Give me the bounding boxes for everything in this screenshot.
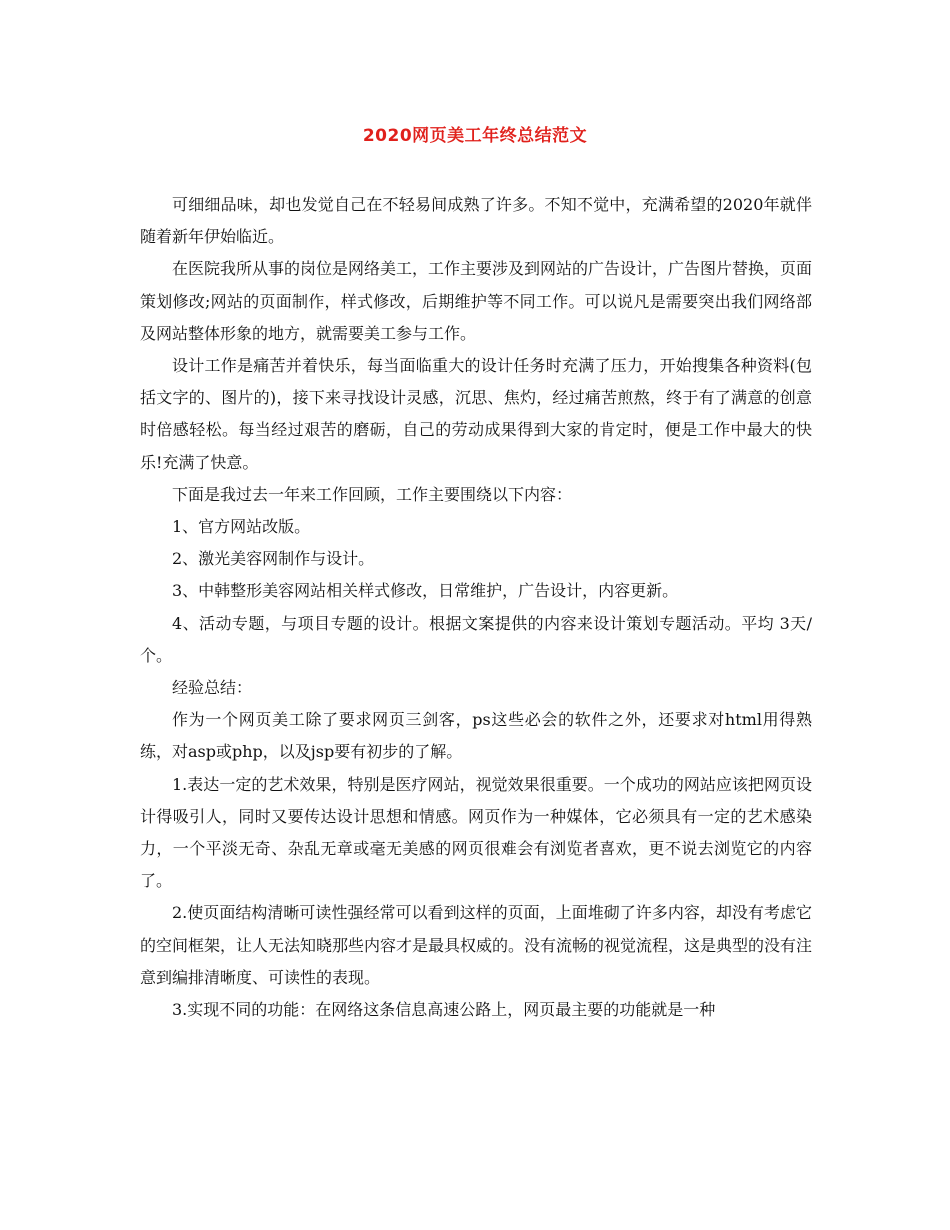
paragraph: 在医院我所从事的岗位是网络美工，工作主要涉及到网站的广告设计，广告图片替换，页面策划修改;网站的页面制作，样式修改，后期维护等不同工作。可以说凡是需要突出我们网络部及网站整体形象的地方，就需要美工参与工作。 — [140, 259, 813, 343]
paragraph: 3.实现不同的功能：在网络这条信息高速公路上，网页最主要的功能就是一种 — [172, 1000, 716, 1020]
paragraph: 2.使页面结构清晰可读性强经常可以看到这样的页面，上面堆砌了许多内容，却没有考虑它的空间框架，让人无法知晓那些内容才是最具权威的。没有流畅的视觉流程，这是典型的没有注意到编排清晰度、可读性的表现。 — [140, 903, 813, 987]
list-item: 3、中韩整形美容网站相关样式修改，日常维护，广告设计，内容更新。 — [172, 581, 679, 601]
list-item: 1、官方网站改版。 — [172, 517, 311, 537]
paragraph: 作为一个网页美工除了要求网页三剑客，ps这些必会的软件之外，还要求对html用得熟练，对asp或php，以及jsp要有初步的了解。 — [140, 710, 812, 762]
section-heading: 经验总结： — [172, 678, 253, 698]
document-body — [140, 189, 812, 1026]
list-item: 4、活动专题，与项目专题的设计。根据文案提供的内容来设计策划专题活动。平均 3天/个。 — [140, 613, 812, 665]
paragraph: 下面是我过去一年来工作回顾，工作主要围绕以下内容： — [172, 484, 573, 504]
paragraph: 可细细品味，却也发觉自己在不轻易间成熟了许多。不知不觉中，充满希望的2020年就伴随着新年伊始临近。 — [140, 195, 812, 247]
list-item: 2、激光美容网制作与设计。 — [172, 549, 375, 569]
document-title: 2020网页美工年终总结范文 — [362, 126, 588, 146]
paragraph: 1.表达一定的艺术效果，特别是医疗网站，视觉效果很重要。一个成功的网站应该把网页设计得吸引人，同时又要传达设计思想和情感。网页作为一种媒体，它必须具有一定的艺术感染力，一个平淡无奇、杂乱无章或毫无美感的网页很难会有浏览者喜欢，更不说去浏览它的内容了。 — [140, 774, 812, 891]
paragraph: 设计工作是痛苦并着快乐，每当面临重大的设计任务时充满了压力，开始搜集各种资料(包括文字的、图片的)，接下来寻找设计灵感，沉思、焦灼，经过痛苦煎熬，终于有了满意的创意时倍感轻松。每当经过艰苦的磨砺，自己的劳动成果得到大家的肯定时，便是工作中最大的快乐!充满了快意。 — [140, 356, 812, 472]
